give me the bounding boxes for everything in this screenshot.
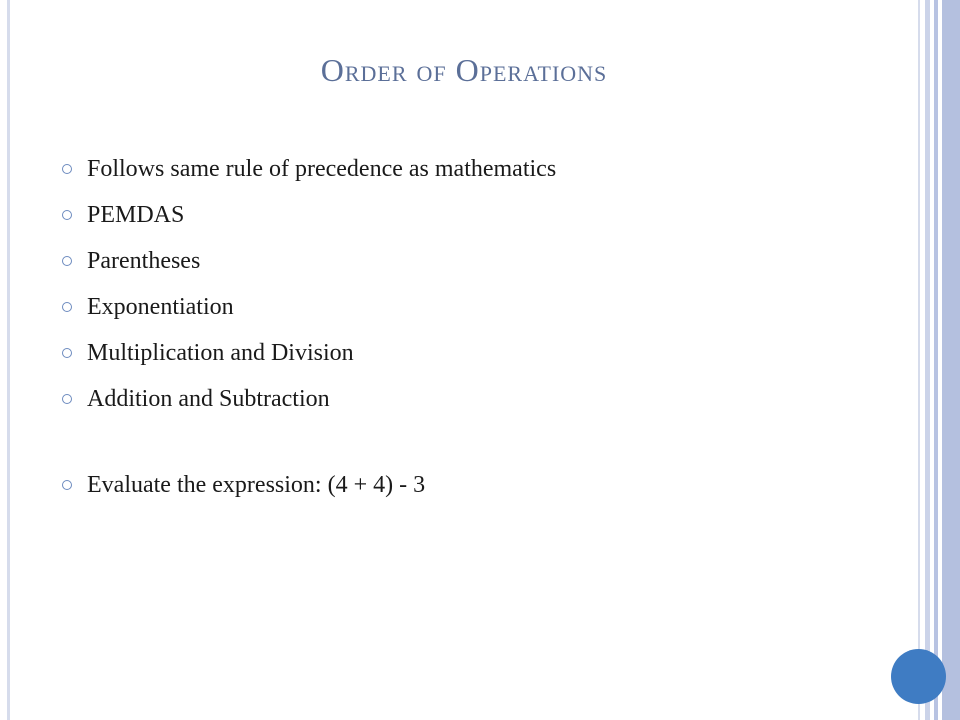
bullet-item: [62, 238, 556, 284]
bullet-text: Exponentiation: [87, 293, 234, 320]
bullet-text: Follows same rule of precedence as mathematics: [87, 155, 557, 182]
bullet-circle-icon: [62, 480, 72, 490]
bullet-text: PEMDAS: [87, 201, 185, 228]
bullet-circle-icon: [62, 302, 72, 312]
decorative-stripe: [925, 0, 930, 720]
bullet-item: [62, 146, 556, 192]
bullet-item: [62, 284, 556, 330]
bullet-text: Addition and Subtraction: [87, 385, 330, 412]
bullet-item-evaluate: [62, 462, 556, 508]
bullet-circle-icon: [62, 164, 72, 174]
decorative-stripe: [942, 0, 960, 720]
bullet-text: Evaluate the expression: (4 + 4) - 3: [87, 471, 426, 498]
bullet-circle-icon: [62, 348, 72, 358]
right-frame-line: [918, 0, 920, 720]
left-frame-line: [7, 0, 10, 720]
decorative-stripe: [934, 0, 938, 720]
slide-title: Order of Operations: [320, 52, 608, 88]
bullet-circle-icon: [62, 394, 72, 404]
bullet-text: Multiplication and Division: [87, 339, 354, 366]
bullet-list: [62, 146, 556, 508]
decorative-circle: [891, 649, 946, 704]
bullet-circle-icon: [62, 256, 72, 266]
bullet-item: [62, 376, 556, 422]
bullet-item: [62, 192, 556, 238]
bullet-circle-icon: [62, 210, 72, 220]
bullet-text: Parentheses: [87, 247, 201, 274]
bullet-item: [62, 330, 556, 376]
